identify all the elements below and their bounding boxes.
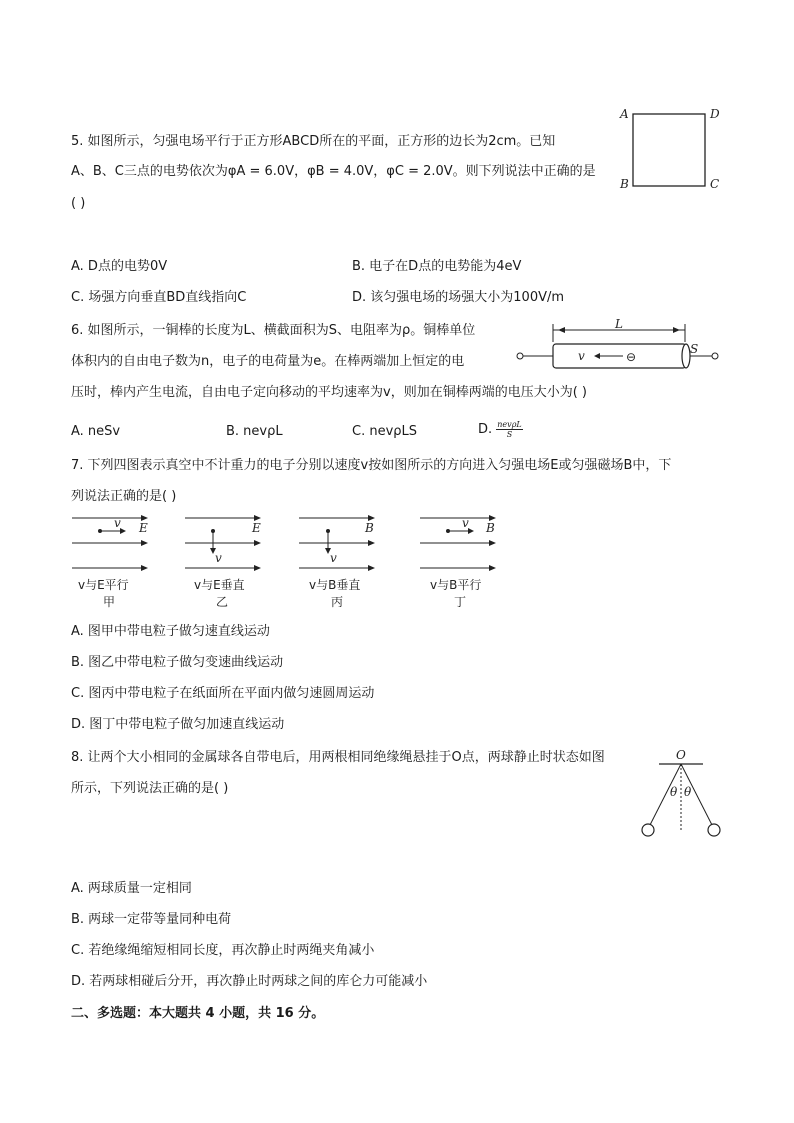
q7-yi-caption: v与E垂直 [194,578,245,592]
q5-option-c[interactable]: C. 场强方向垂直BD直线指向C [71,290,247,305]
q5-stem-line2: A、B、C三点的电势依次为φA = 6.0V，φB = 4.0V，φC = 2.0V。则下列说法中正确的是 [71,164,596,179]
q5-label-c: C [710,177,720,191]
q8-angle-right: θ [684,785,692,799]
q6-option-d-denominator: S [506,430,513,439]
q6-stem-line3: 压时，棒内产生电流，自由电子定向移动的平均速率为v，则加在铜棒两端的电压大小为( ) [71,385,587,400]
q6-option-d-prefix: D. [478,422,497,437]
q7-panel-bing [297,512,387,612]
q7-bing-field-label: B [365,521,374,535]
q7-jia-v-label: v [114,516,121,530]
q6-option-d[interactable] [478,420,523,439]
q6-copper-rod-figure [510,318,725,373]
q8-option-c[interactable]: C. 若绝缘绳缩短相同长度，再次静止时两绳夹角减小 [71,943,375,958]
q5-stem-line1: 5. 如图所示，匀强电场平行于正方形ABCD所在的平面，正方形的边长为2cm。已知 [71,134,556,149]
q8-angle-left: θ [670,785,678,799]
q6-area-label: S [690,342,699,356]
q5-label-a: A [620,107,629,121]
q6-velocity-label: v [578,349,585,363]
q6-length-label: L [615,317,623,331]
q7-option-c[interactable]: C. 图丙中带电粒子在纸面所在平面内做匀速圆周运动 [71,686,375,701]
q5-stem-line3: ( ) [71,196,86,211]
q7-bing-caption: v与B垂直 [309,578,361,592]
q7-ding-name: 丁 [454,595,467,609]
q6-option-c[interactable]: C. nevρLS [352,424,418,439]
q5-option-a[interactable]: A. D点的电势0V [71,259,168,274]
section-heading: 二、多选题：本大题共 4 小题，共 16 分。 [71,1006,325,1021]
q7-stem-line2: 列说法正确的是( ) [71,489,177,504]
q8-point-label: O [676,748,686,762]
q6-option-d-numerator: nevρL [497,420,522,429]
q7-panel-yi [183,512,273,612]
q8-stem-line2: 所示，下列说法正确的是( ) [71,781,229,796]
q5-square-figure [615,100,725,195]
q7-panel-ding [418,512,508,612]
q7-stem-line1: 7. 下列四图表示真空中不计重力的电子分别以速度v按如图所示的方向进入匀强电场E或匀强磁场B中，下 [71,458,672,473]
q7-yi-v-label: v [215,551,222,565]
q7-jia-caption: v与E平行 [78,578,129,592]
q5-label-d: D [710,107,720,121]
q7-option-d[interactable]: D. 图丁中带电粒子做匀加速直线运动 [71,717,285,732]
q8-option-b[interactable]: B. 两球一定带等量同种电荷 [71,912,232,927]
q7-jia-name: 甲 [103,595,116,609]
q6-stem-line1: 6. 如图所示，一铜棒的长度为L、横截面积为S、电阻率为ρ。铜棒单位 [71,323,476,338]
q7-ding-caption: v与B平行 [430,578,482,592]
q6-stem-line2: 体积内的自由电子数为n，电子的电荷量为e。在棒两端加上恒定的电 [71,354,465,369]
q6-option-d-fraction [496,420,522,439]
q8-stem-line1: 8. 让两个大小相同的金属球各自带电后，用两根相同绝缘绳悬挂于O点，两球静止时状态如图 [71,750,605,765]
q5-label-b: B [620,177,629,191]
q8-option-a[interactable]: A. 两球质量一定相同 [71,881,192,896]
q6-option-a[interactable]: A. neSv [71,424,121,439]
q5-option-b[interactable]: B. 电子在D点的电势能为4eV [352,259,522,274]
q7-option-a[interactable]: A. 图甲中带电粒子做匀速直线运动 [71,624,270,639]
q8-option-d[interactable]: D. 若两球相碰后分开，再次静止时两球之间的库仑力可能减小 [71,974,428,989]
q6-electron-symbol: ⊖ [626,350,637,364]
q7-ding-v-label: v [462,516,469,530]
q7-ding-field-label: B [486,521,495,535]
q8-pendulum-figure [635,745,730,840]
q7-bing-name: 丙 [331,595,344,609]
q7-bing-v-label: v [330,551,337,565]
q5-option-d[interactable]: D. 该匀强电场的场强大小为100V/m [352,290,565,305]
q6-option-b[interactable]: B. nevρL [226,424,283,439]
q7-jia-field-label: E [139,521,148,535]
q7-yi-field-label: E [252,521,261,535]
q7-yi-name: 乙 [216,595,229,609]
q7-panel-jia [70,512,160,612]
q7-option-b[interactable]: B. 图乙中带电粒子做匀变速曲线运动 [71,655,284,670]
